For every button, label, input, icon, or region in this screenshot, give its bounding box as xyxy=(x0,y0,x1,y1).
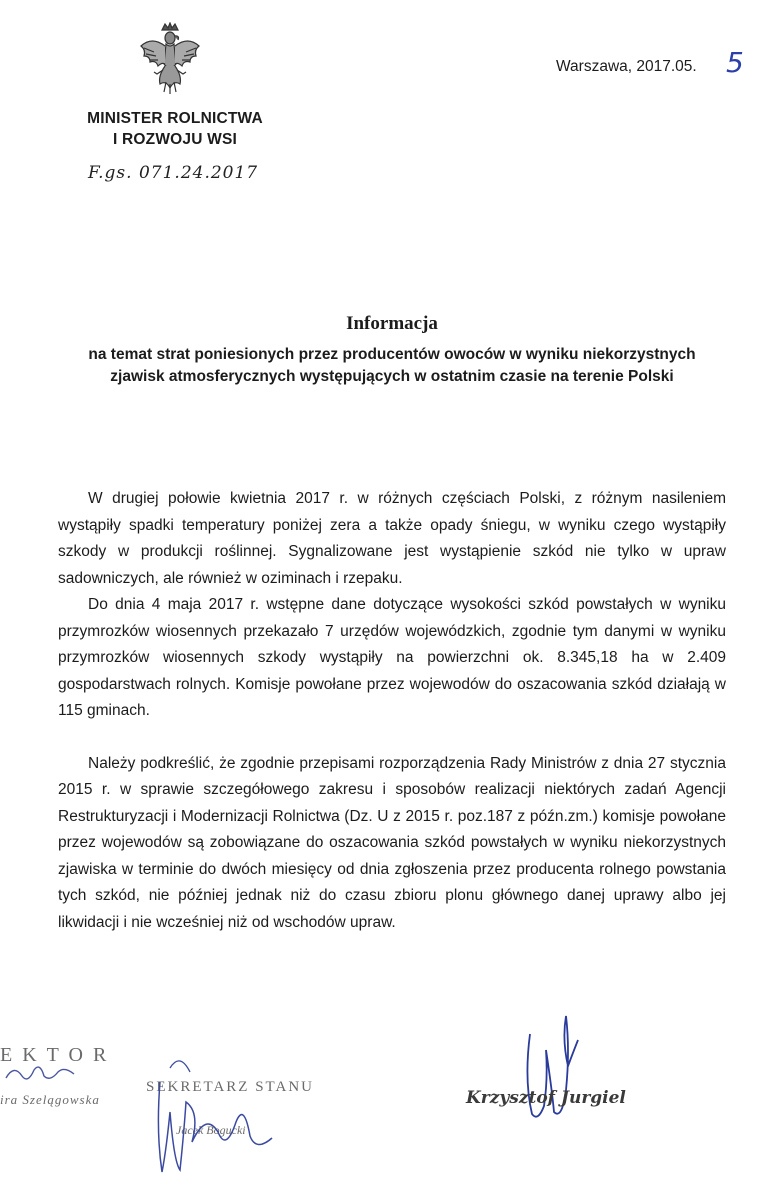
director-stamp-title: EKTOR xyxy=(0,1044,117,1066)
document-title: Informacja xyxy=(346,313,438,334)
secretary-stamp-title: SEKRETARZ STANU xyxy=(146,1079,315,1095)
director-stamp-name: ira Szelągowska xyxy=(0,1092,100,1107)
director-signature-icon xyxy=(4,1058,76,1088)
ministry-header xyxy=(60,108,290,150)
ministry-name-line2: I ROZWOJU WSI xyxy=(112,131,237,148)
minister-signature-icon xyxy=(516,1010,586,1130)
minister-stamp-name: Krzysztof Jurgiel xyxy=(466,1088,626,1108)
secretary-stamp-name: Jacek Bogucki xyxy=(176,1123,246,1137)
place-and-date: Warszawa, 2017.05. xyxy=(556,58,697,75)
ministry-name-line1: MINISTER ROLNICTWA xyxy=(87,110,263,127)
secretary-signature-icon xyxy=(140,1042,280,1182)
body-paragraph-1: W drugiej połowie kwietnia 2017 r. w różnych częściach Polski, z różnym nasileniem wystąpiły spadki temperatury poniżej zera a także opady śniegu, w wyniku czego wystąpiły szkody w produkcji roślinnej. Sygnalizowane jest wystąpienie szkód nie tylko w upraw sadowniczych, ale również w oziminach i rzepaku. xyxy=(58,490,726,587)
handwritten-day: 5 xyxy=(726,46,744,79)
body-paragraph-2: Do dnia 4 maja 2017 r. wstępne dane dotyczące wysokości szkód powstałych w wyniku przymrozków wiosennych przekazało 7 urzędów wojewódzkich, zgodnie tym danymi w wyniku przymrozków wiosennych szkody wystąpiły na powierzchni ok. 8.345,18 ha w 2.409 gospodarstwach rolnych. Komisje powołane przez wojewodów do oszacowania szkód działają w 115 gminach. xyxy=(58,596,726,719)
reference-number: F.gs. 071.24.2017 xyxy=(88,163,259,183)
body-paragraph-3: Należy podkreślić, że zgodnie przepisami rozporządzenia Rady Ministrów z dnia 27 stycznia 2015 r. w sprawie szczegółowego zakresu i sposobów realizacji niektórych zadań Agencji Restrukturyzacji i Modernizacji Rolnictwa (Dz. U z 2015 r. poz.187 z późn.zm.) komisje powołane przez wojewodów są zobowiązane do oszacowania szkód powstałych w wyniku niekorzystnych zjawiska w terminie do dwóch miesięcy od dnia zgłoszenia przez producenta rolnego powstania tych szkód, nie później jednak niż do czasu zbioru plonu głównego danej uprawy albo jej likwidacji i nie wcześniej niż od wschodów upraw. xyxy=(58,754,726,931)
polish-eagle-emblem-icon xyxy=(138,22,202,96)
document-body xyxy=(58,486,726,936)
document-subtitle: na temat strat poniesionych przez producentów owoców w wyniku niekorzystnych zjawisk atmosferycznych występujących w ostatnim czasie na terenie Polski xyxy=(88,346,696,385)
